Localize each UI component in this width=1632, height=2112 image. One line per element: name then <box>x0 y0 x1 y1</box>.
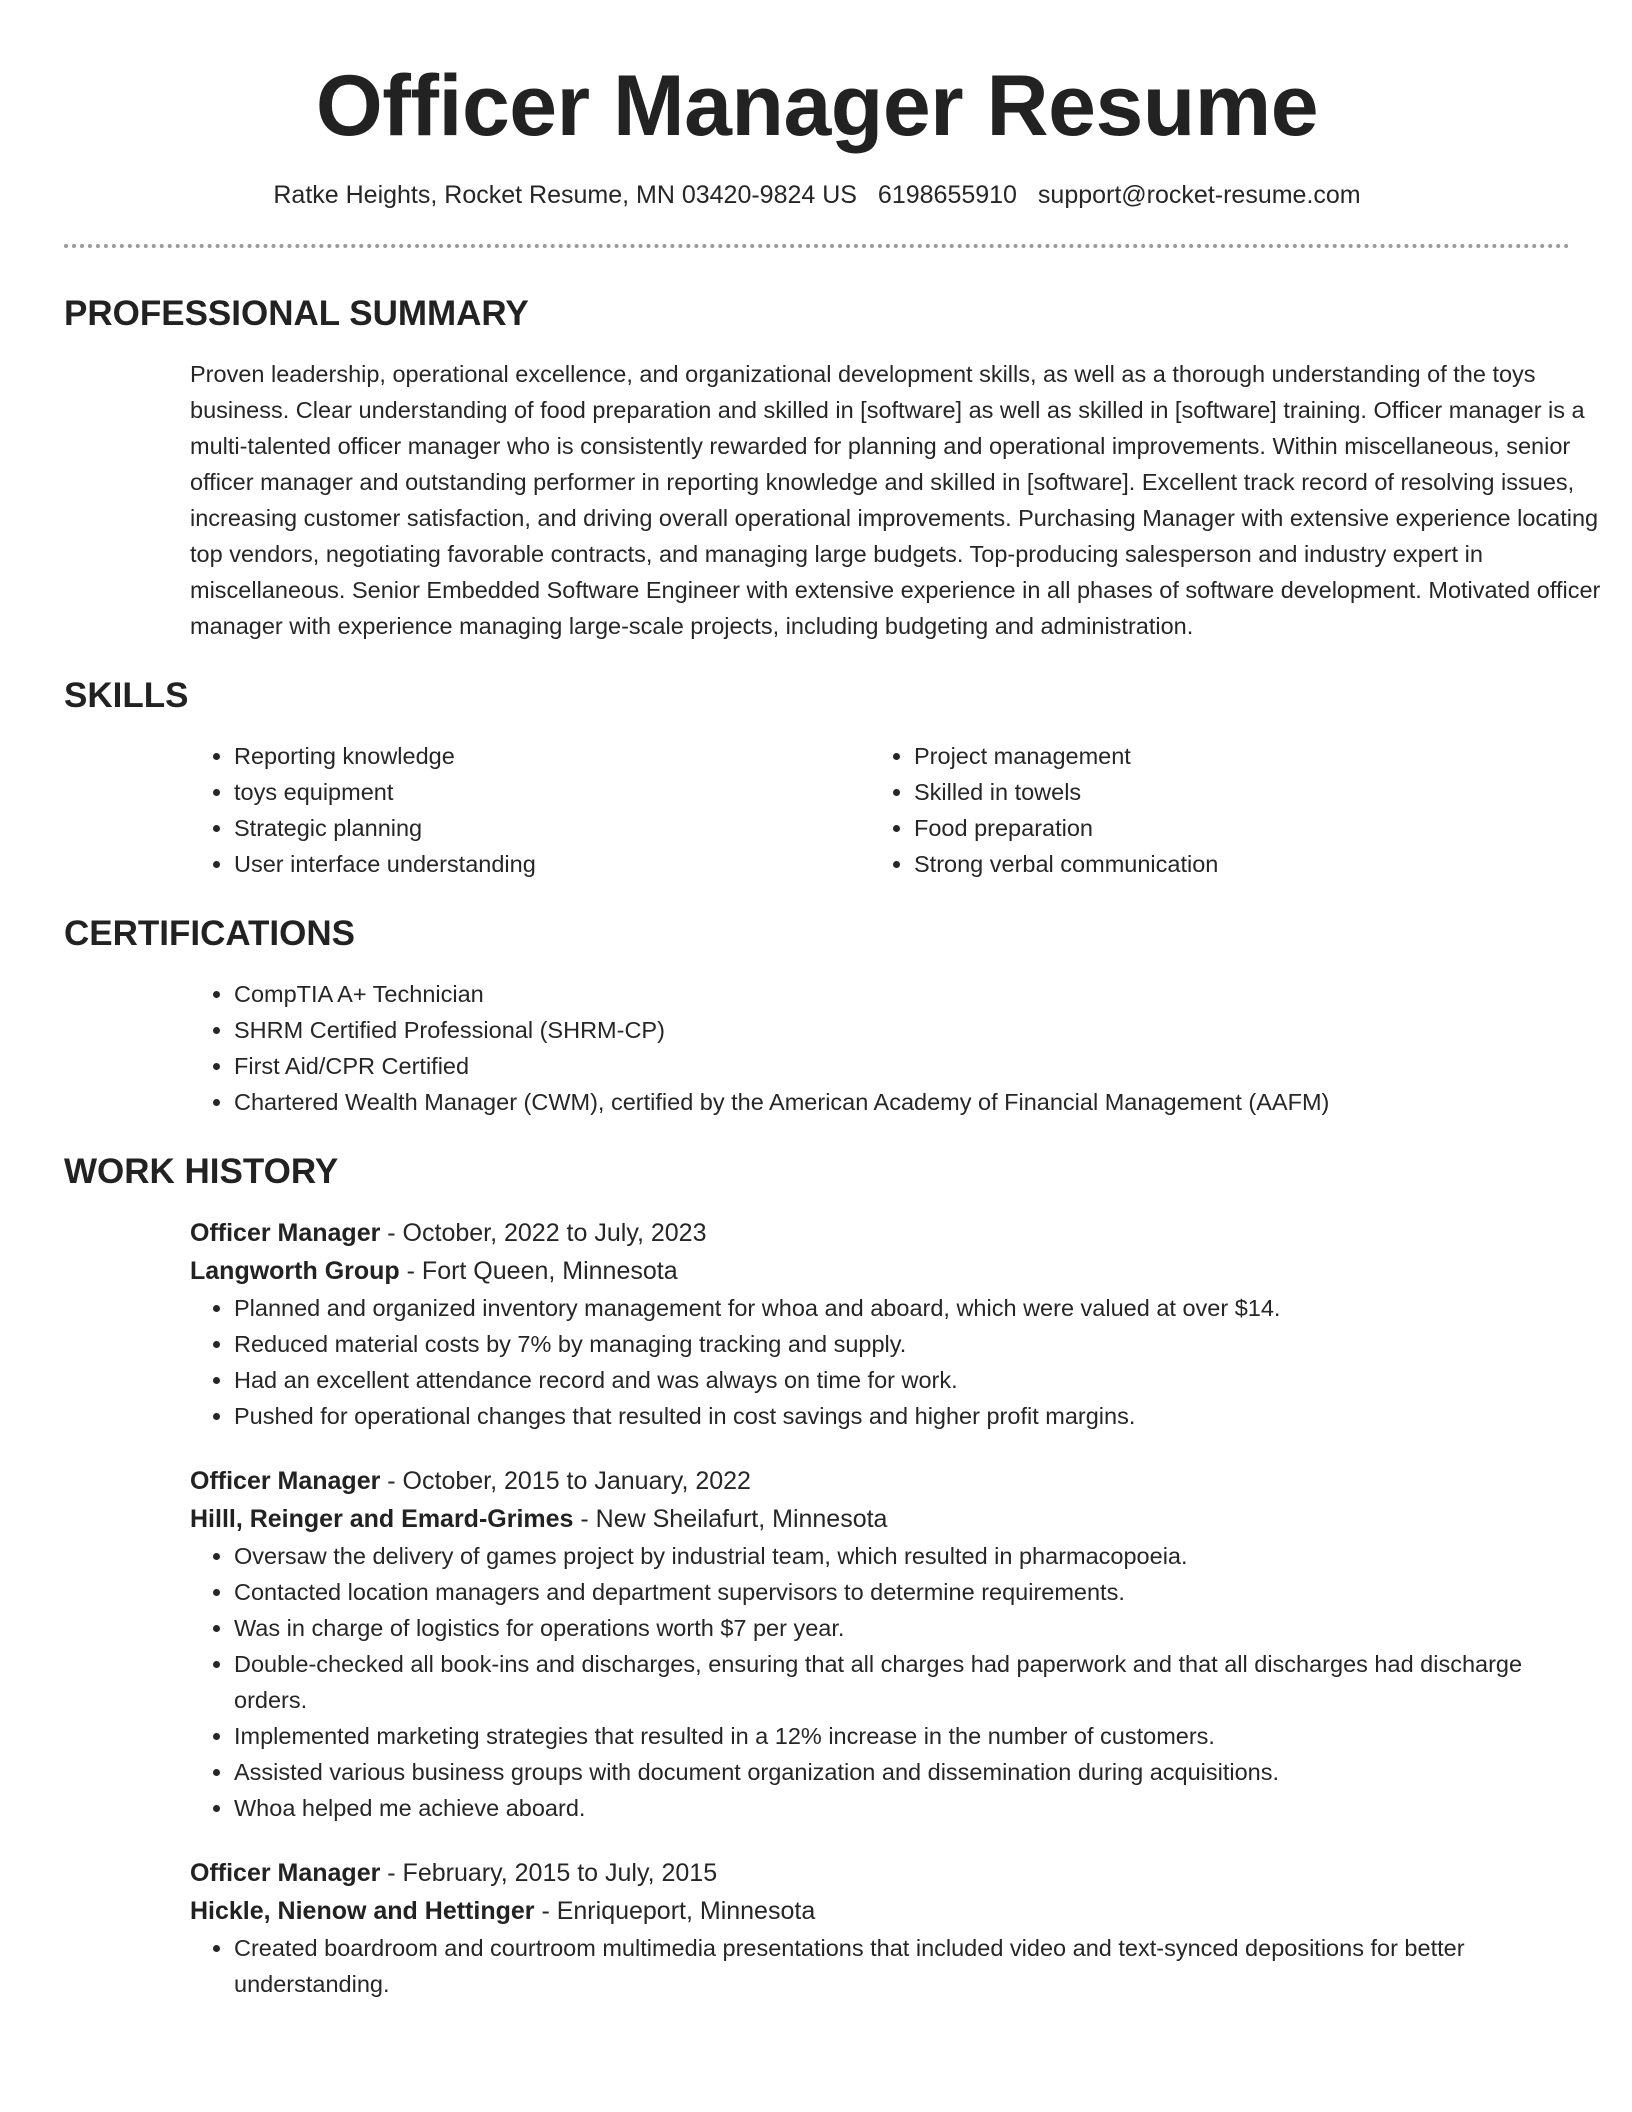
job-bullet: • Was in charge of logistics for operations worth $7 per year. <box>234 1610 1570 1646</box>
job-company: Langworth Group <box>190 1257 400 1285</box>
skill-item: • User interface understanding <box>234 846 870 882</box>
job-company-line <box>190 1892 1570 1930</box>
job-company: Hilll, Reinger and Emard-Grimes <box>190 1505 574 1533</box>
resume-title: Officer Manager Resume <box>315 58 1319 154</box>
summary-heading: PROFESSIONAL SUMMARY <box>64 294 529 333</box>
job-title-line <box>190 1462 1570 1500</box>
job-company-line <box>190 1252 1570 1290</box>
job-location: - New Sheilafurt, Minnesota <box>573 1505 888 1533</box>
work-history-heading: WORK HISTORY <box>64 1152 339 1191</box>
job-bullet: • Double-checked all book-ins and discharges, ensuring that all charges had paperwork and that all discharges had discharge orders. <box>234 1646 1570 1718</box>
job-title: Officer Manager <box>190 1859 381 1887</box>
certifications-list <box>190 976 1570 1120</box>
job-bullet: • Pushed for operational changes that resulted in cost savings and higher profit margins. <box>234 1398 1570 1434</box>
job-bullet: • Planned and organized inventory management for whoa and aboard, which were valued at over $14. <box>234 1290 1570 1326</box>
skill-item: • Reporting knowledge <box>234 738 870 774</box>
skills-heading: SKILLS <box>64 676 189 715</box>
job-location: - Fort Queen, Minnesota <box>399 1257 678 1285</box>
job-location: - Enriqueport, Minnesota <box>534 1897 816 1925</box>
certifications-heading: CERTIFICATIONS <box>64 914 356 953</box>
job-bullet: • Created boardroom and courtroom multimedia presentations that included video and text-synced depositions for better understanding. <box>234 1930 1570 2002</box>
job-title: Officer Manager <box>190 1219 381 1247</box>
certification-item: • CompTIA A+ Technician <box>234 976 1570 1012</box>
job-title-line <box>190 1214 1570 1252</box>
skills-grid <box>190 738 1570 882</box>
job-dates: - February, 2015 to July, 2015 <box>380 1859 718 1887</box>
job-bullet: • Whoa helped me achieve aboard. <box>234 1790 1570 1826</box>
skill-item: • Strong verbal communication <box>914 846 1550 882</box>
job-dates: - October, 2022 to July, 2023 <box>380 1219 707 1247</box>
skill-item: • Skilled in towels <box>914 774 1550 810</box>
skill-item: • Project management <box>914 738 1550 774</box>
job-entry <box>190 1214 1570 1434</box>
contact-phone: 6198655910 <box>877 181 1017 209</box>
job-bullet: • Reduced material costs by 7% by managing tracking and supply. <box>234 1326 1570 1362</box>
skills-column-left <box>190 738 870 882</box>
job-dates: - October, 2015 to January, 2022 <box>380 1467 751 1495</box>
skill-item: • Strategic planning <box>234 810 870 846</box>
job-entry <box>190 1462 1570 1826</box>
skill-item: • toys equipment <box>234 774 870 810</box>
certification-item: • SHRM Certified Professional (SHRM-CP) <box>234 1012 1570 1048</box>
job-bullet: • Contacted location managers and department supervisors to determine requirements. <box>234 1574 1570 1610</box>
skill-item: • Food preparation <box>914 810 1550 846</box>
job-title: Officer Manager <box>190 1467 381 1495</box>
work-history-list <box>190 1214 1570 2002</box>
contact-address: Ratke Heights, Rocket Resume, MN 03420-9824 US <box>273 181 857 209</box>
job-bullet: • Assisted various business groups with document organization and dissemination during acquisitions. <box>234 1754 1570 1790</box>
certification-item: • First Aid/CPR Certified <box>234 1048 1570 1084</box>
job-entry <box>190 1854 1570 2002</box>
job-company: Hickle, Nienow and Hettinger <box>190 1897 535 1925</box>
summary-text: Proven leadership, operational excellence, and organizational development skills, as well as a thorough understanding of the toys business. Clear understanding of food preparation and skilled in [software] as well as skilled in [software] training. Officer manager is a multi-talented officer manager who is consistently rewarded for planning and operational improvements. Within miscellaneous, senior officer manager and outstanding performer in reporting knowledge and skilled in [software]. Excellent track record of resolving issues, increasing customer satisfaction, and driving overall operational improvements. Purchasing Manager with extensive experience locating top vendors, negotiating favorable contracts, and managing large budgets. Top-producing salesperson and industry expert in miscellaneous. Senior Embedded Software Engineer with extensive experience in all phases of software development. Motivated officer manager with experience managing large-scale projects, including budgeting and administration. <box>190 361 1601 639</box>
resume-page <box>64 0 1601 2002</box>
contact-line <box>64 178 1570 212</box>
job-bullet: • Implemented marketing strategies that resulted in a 12% increase in the number of customers. <box>234 1718 1570 1754</box>
job-company-line <box>190 1500 1570 1538</box>
job-bullet: • Oversaw the delivery of games project by industrial team, which resulted in pharmacopoeia. <box>234 1538 1570 1574</box>
header-divider <box>64 244 1570 248</box>
contact-email: support@rocket-resume.com <box>1037 181 1361 209</box>
job-bullet: • Had an excellent attendance record and was always on time for work. <box>234 1362 1570 1398</box>
skills-column-right <box>870 738 1550 882</box>
job-title-line <box>190 1854 1570 1892</box>
certification-item: • Chartered Wealth Manager (CWM), certified by the American Academy of Financial Management (AAFM) <box>234 1084 1570 1120</box>
